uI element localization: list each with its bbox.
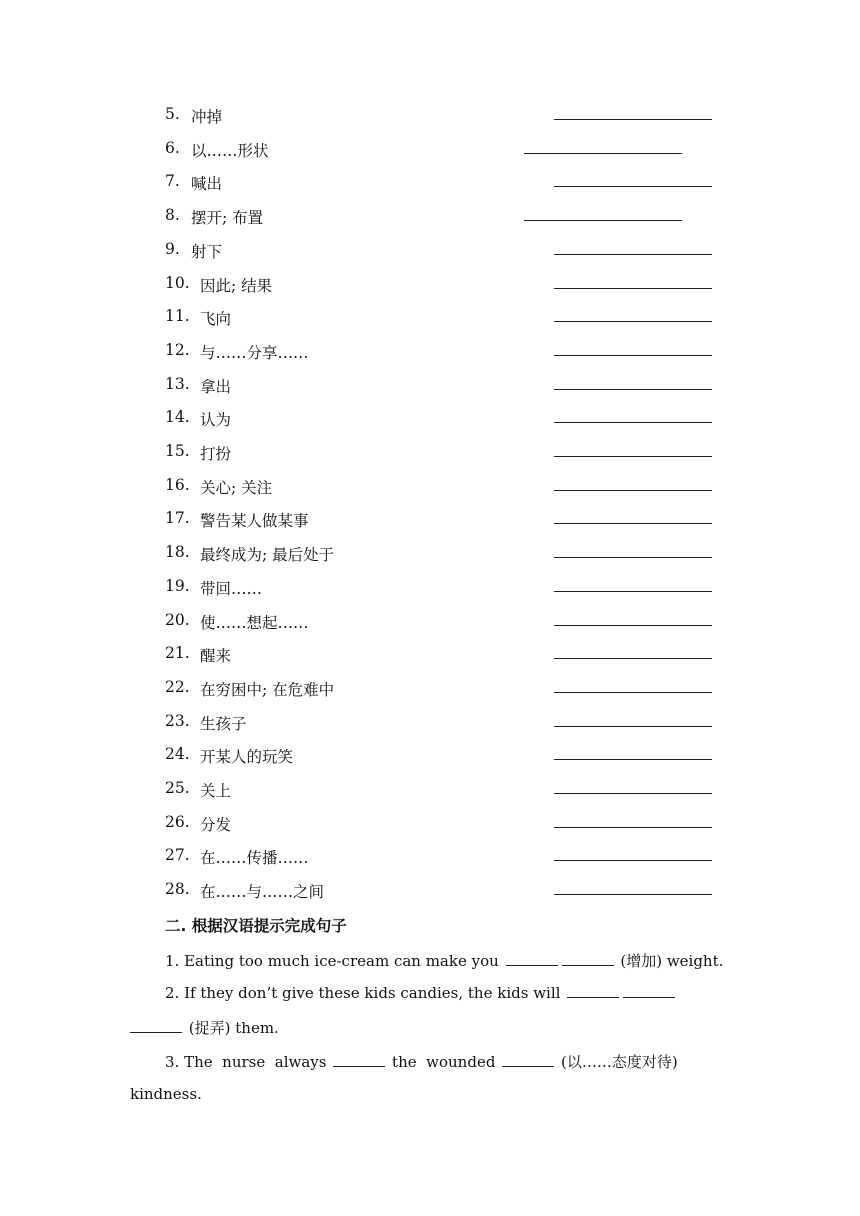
answer-blank[interactable] — [554, 254, 712, 255]
vocab-row — [0, 200, 860, 234]
vocab-number: 28. — [165, 880, 190, 899]
vocab-number: 13. — [165, 374, 190, 393]
vocab-number: 24. — [165, 745, 190, 764]
sentence-2 — [130, 984, 730, 1002]
vocab-chinese: 生孩子 — [200, 714, 247, 733]
answer-blank[interactable] — [554, 119, 712, 120]
vocab-row — [0, 402, 860, 436]
vocab-number: 7. — [165, 172, 180, 191]
vocab-number: 14. — [165, 408, 190, 427]
vocab-number: 9. — [165, 239, 180, 258]
vocab-chinese: 在……传播…… — [200, 849, 309, 868]
vocab-row — [0, 133, 860, 167]
answer-blank[interactable] — [562, 953, 614, 966]
vocab-number: 17. — [165, 509, 190, 528]
vocab-chinese: 拿出 — [200, 377, 232, 396]
vocab-chinese: 冲掉 — [191, 108, 223, 126]
answer-blank[interactable] — [524, 220, 682, 221]
answer-blank[interactable] — [554, 625, 712, 626]
vocab-number: 11. — [165, 307, 190, 326]
vocab-number: 6. — [165, 138, 180, 157]
answer-blank[interactable] — [130, 1020, 182, 1033]
vocab-number: 21. — [165, 644, 190, 663]
answer-blank[interactable] — [554, 692, 712, 693]
vocab-chinese: 关心; 关注 — [200, 478, 273, 497]
answer-blank[interactable] — [623, 985, 675, 998]
section-heading: 二. 根据汉语提示完成句子 — [165, 917, 347, 935]
vocab-chinese: 分发 — [200, 815, 232, 834]
vocab-chinese: 以……形状 — [191, 141, 269, 160]
vocab-row — [0, 166, 860, 200]
vocab-number: 5. — [165, 105, 180, 123]
vocab-chinese: 关上 — [200, 782, 232, 800]
vocab-chinese: 最终成为; 最后处于 — [200, 546, 335, 565]
answer-blank[interactable] — [554, 389, 712, 390]
answer-blank[interactable] — [554, 456, 712, 457]
vocab-number: 27. — [165, 846, 190, 865]
sentence-text: Eating too much ice-cream can make you — [184, 952, 499, 970]
vocab-chinese: 醒来 — [200, 647, 232, 666]
vocab-row — [0, 436, 860, 470]
sentence-2-cont — [130, 1017, 730, 1038]
vocab-number: 22. — [165, 677, 190, 696]
vocab-row — [0, 369, 860, 403]
answer-blank[interactable] — [554, 288, 712, 289]
answer-blank[interactable] — [554, 321, 712, 322]
sentence-hint: (增加) weight. — [620, 952, 724, 970]
vocab-chinese: 带回…… — [200, 579, 263, 598]
vocab-row — [0, 706, 860, 740]
answer-blank[interactable] — [554, 793, 712, 794]
sentence-1 — [130, 950, 730, 971]
vocab-row — [0, 99, 860, 133]
vocab-row — [0, 773, 860, 807]
vocab-number: 23. — [165, 711, 190, 730]
vocab-chinese: 与……分享…… — [200, 343, 309, 362]
answer-blank[interactable] — [554, 894, 712, 895]
vocab-chinese: 喊出 — [191, 175, 223, 194]
sentence-text: The nurse always — [184, 1053, 327, 1071]
answer-blank[interactable] — [554, 726, 712, 727]
sentence-number: 1. — [165, 952, 180, 970]
answer-blank[interactable] — [554, 591, 712, 592]
vocab-row — [0, 672, 860, 706]
sentence-hint: (捉弄) them. — [188, 1019, 279, 1037]
vocab-chinese: 认为 — [200, 411, 232, 430]
answer-blank[interactable] — [554, 186, 712, 187]
vocab-chinese: 因此; 结果 — [200, 276, 273, 295]
vocab-row — [0, 335, 860, 369]
sentence-text: kindness. — [130, 1085, 202, 1103]
vocab-row — [0, 874, 860, 908]
sentence-text: the wounded — [392, 1053, 496, 1071]
vocab-chinese: 在……与……之间 — [200, 883, 325, 902]
vocab-row — [0, 470, 860, 504]
answer-blank[interactable] — [502, 1054, 554, 1067]
vocab-row — [0, 739, 860, 773]
vocab-row — [0, 605, 860, 639]
answer-blank[interactable] — [567, 985, 619, 998]
vocab-row — [0, 840, 860, 874]
vocab-row — [0, 503, 860, 537]
vocab-chinese: 飞向 — [200, 310, 232, 329]
answer-blank[interactable] — [554, 860, 712, 861]
vocab-chinese: 摆开; 布置 — [191, 209, 264, 228]
vocab-number: 10. — [165, 273, 190, 292]
vocab-row — [0, 301, 860, 335]
sentence-number: 3. — [165, 1053, 180, 1071]
answer-blank[interactable] — [554, 490, 712, 491]
answer-blank[interactable] — [554, 827, 712, 828]
answer-blank[interactable] — [554, 658, 712, 659]
answer-blank[interactable] — [554, 557, 712, 558]
answer-blank[interactable] — [524, 153, 682, 154]
vocab-chinese: 射下 — [191, 242, 223, 261]
vocab-number: 16. — [165, 475, 190, 494]
answer-blank[interactable] — [333, 1054, 385, 1067]
vocab-number: 8. — [165, 206, 180, 225]
vocab-number: 26. — [165, 812, 190, 831]
sentence-text: If they don’t give these kids candies, the kids will — [184, 984, 561, 1002]
vocab-number: 18. — [165, 543, 190, 562]
vocab-chinese: 警告某人做某事 — [200, 512, 309, 531]
answer-blank[interactable] — [554, 759, 712, 760]
vocab-row — [0, 571, 860, 605]
vocab-row — [0, 234, 860, 268]
vocab-chinese: 开某人的玩笑 — [200, 748, 294, 767]
answer-blank[interactable] — [554, 523, 712, 524]
vocab-number: 15. — [165, 442, 190, 460]
answer-blank[interactable] — [554, 422, 712, 423]
sentence-hint: (以……态度对待) — [560, 1053, 678, 1071]
sentence-number: 2. — [165, 984, 180, 1002]
vocab-row — [0, 638, 860, 672]
answer-blank[interactable] — [506, 953, 558, 966]
vocab-number: 12. — [165, 340, 190, 359]
vocab-row — [0, 537, 860, 571]
sentence-3 — [130, 1051, 730, 1072]
vocab-chinese: 打扮 — [200, 445, 232, 463]
vocab-chinese: 使……想起…… — [200, 613, 309, 632]
vocab-number: 19. — [165, 576, 190, 595]
vocab-chinese: 在穷困中; 在危难中 — [200, 680, 335, 699]
vocab-row — [0, 268, 860, 302]
vocab-number: 25. — [165, 779, 190, 797]
answer-blank[interactable] — [554, 355, 712, 356]
vocab-row — [0, 807, 860, 841]
vocab-number: 20. — [165, 610, 190, 629]
sentence-3-cont — [130, 1085, 730, 1103]
